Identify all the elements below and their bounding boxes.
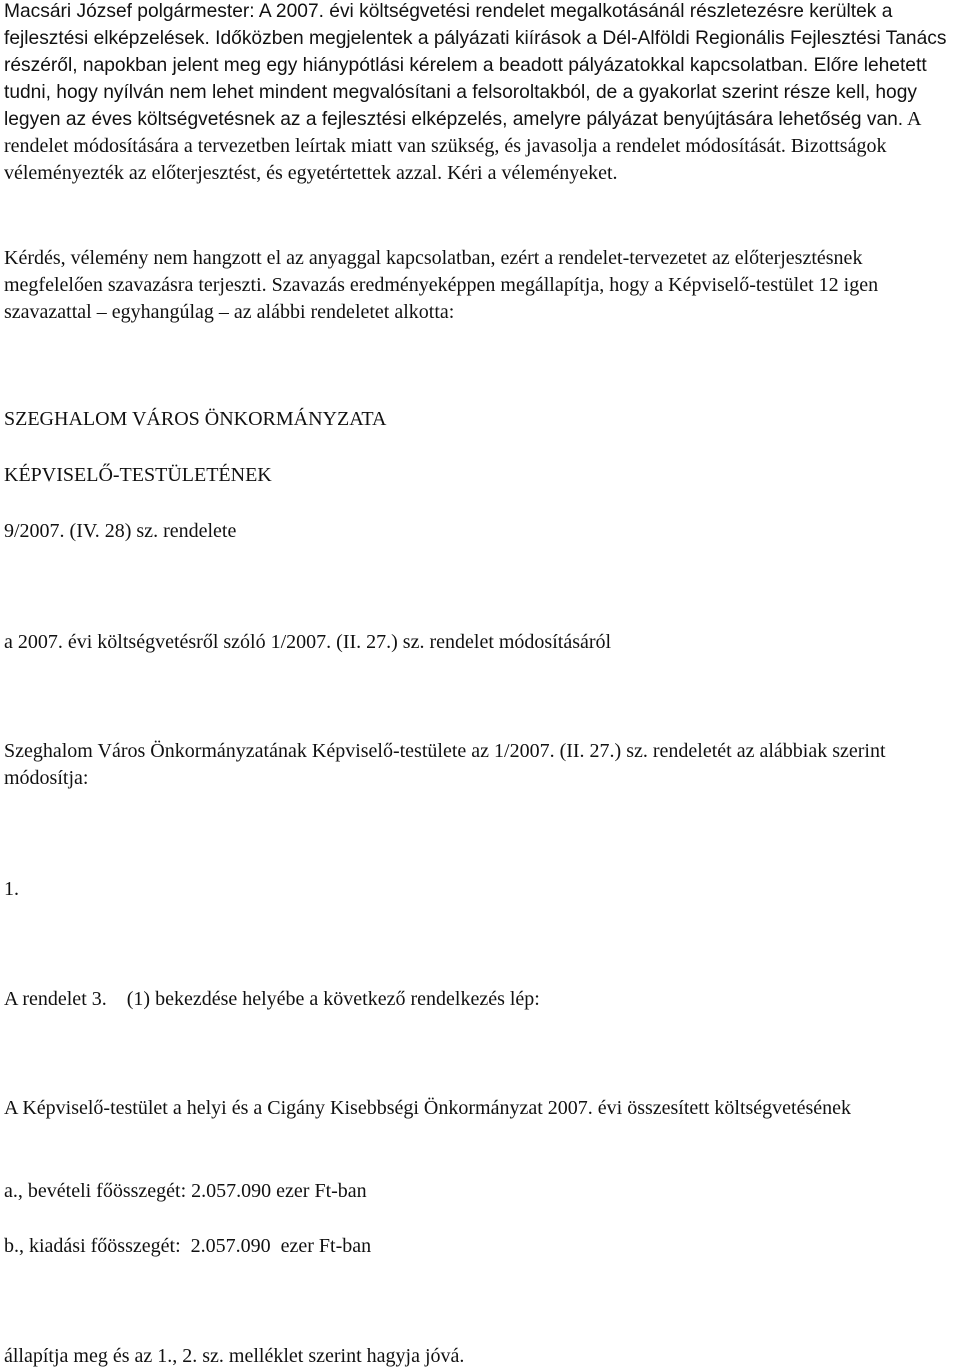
decree-preamble: Szeghalom Város Önkormányzatának Képviselő-testülete az 1/2007. (II. 27.) sz. rendeletét az alábbiak szerint módosítja: (4, 740, 886, 789)
heading-decree-number: 9/2007. (IV. 28) sz. rendelete (4, 520, 237, 542)
provision-text: A Képviselő-testület a helyi és a Cigány Kisebbségi Önkormányzat 2007. évi összesített költségvetésének (4, 1097, 852, 1119)
section-intro-before: A rendelet 3. (4, 988, 107, 1010)
intro-paragraph-part1: Macsári József polgármester: A 2007. évi költségvetési rendelet megalkotásánál részletezésre kerültek a fejlesztési elképzelések. Időközben megjelentek a pályázati kiírások a Dél-Alföldi Regionális Fejlesztési Tanács részéről, napokban jelent meg egy hiánypótlási kérelem a beadott pályázatokkal kapcsolatban. (4, 1, 947, 76)
intro-paragraph-part2: Előre lehetett tudni, hogy nyílván nem lehet mindent megvalósítani a felsoroltakból, de a gyakorlat szerint része kell, hogy legyen az éves költségvetésnek az a fejlesztési elképzelés, amelyre pályázat benyújtására lehetőség van. (4, 55, 927, 130)
intro-paragraph (4, 0, 956, 187)
provision-item-a: a., bevételi főösszegét: 2.057.090 ezer Ft-ban (4, 1180, 367, 1202)
heading-body: KÉPVISELŐ-TESTÜLETÉNEK (4, 464, 272, 486)
provision-closing: állapítja meg és az 1., 2. sz. melléklet szerint hagyja jóvá. (4, 1345, 465, 1367)
heading-municipality: SZEGHALOM VÁROS ÖNKORMÁNYZATA (4, 408, 387, 430)
provision-item-b: b., kiadási főösszegét: 2.057.090 ezer Ft-ban (4, 1235, 372, 1257)
decree-subject: a 2007. évi költségvetésről szóló 1/2007. (II. 27.) sz. rendelet módosításáról (4, 631, 612, 653)
intro-paragraph-part3: A rendelet módosítására a tervezetben leírtak miatt van szükség, és javasolja a rendelet módosítását. Bizottságok véleményezték az előterjesztést, és egyetértettek azzal. Kéri a véleményeket. (4, 108, 921, 184)
section-number: 1. (4, 878, 19, 900)
section-heading (4, 876, 956, 903)
section-intro (4, 986, 956, 1013)
vote-paragraph: Kérdés, vélemény nem hangzott el az anyaggal kapcsolatban, ezért a rendelet-tervezetet az előterjesztésnek megfelelően szavazásra terjeszti. Szavazás eredményeképpen megállapítja, hogy a Képviselő-testület 12 igen szavazattal – egyhangúlag – az alábbi rendeletet alkotta: (4, 247, 879, 323)
section-intro-after: (1) bekezdése helyébe a következő rendelkezés lép: (126, 988, 540, 1010)
